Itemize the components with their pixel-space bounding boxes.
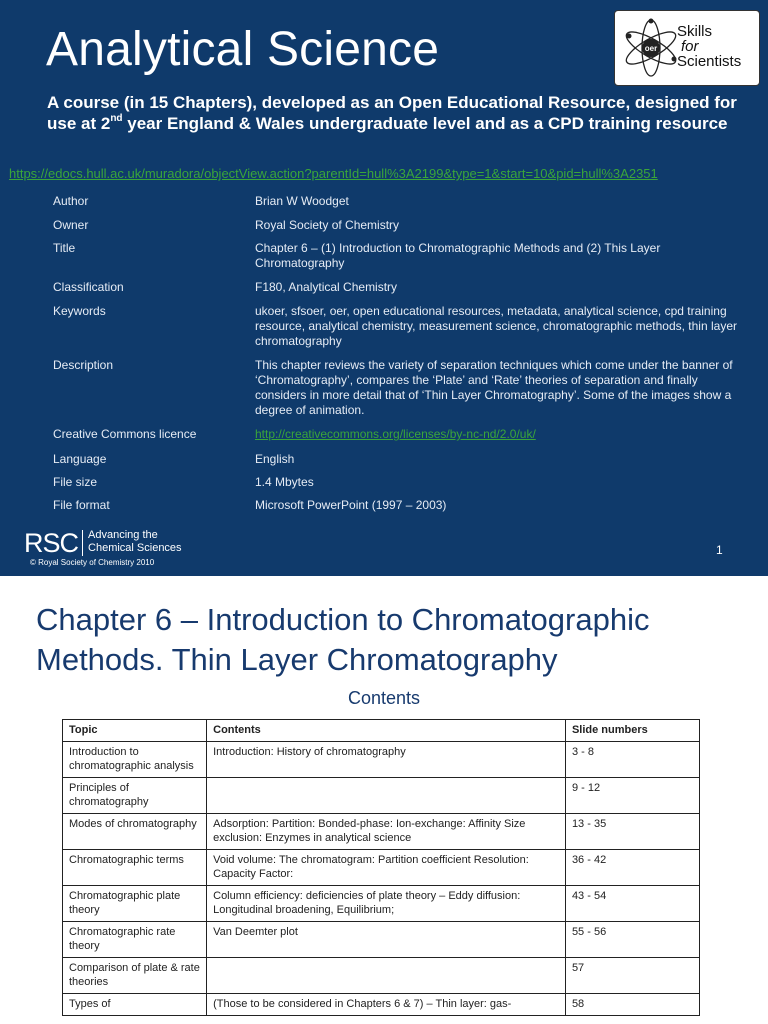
table-row xyxy=(63,778,700,814)
rsc-mark: RSC xyxy=(24,528,79,558)
metadata-value: ukoer, sfsoer, oer, open educational resources, metadata, analytical science, cpd training resource, analytical chemistry, measurement science, chromatographic methods, thin layer chromatography xyxy=(255,304,737,348)
topic-cell: Comparison of plate & rate theories xyxy=(63,958,207,994)
rsc-tagline-line-2: Chemical Sciences xyxy=(88,542,182,554)
topic-cell: Chromatographic plate theory xyxy=(63,886,207,922)
topic-cell: Types of xyxy=(63,994,207,1016)
skills-for-scientists-logo xyxy=(614,10,760,86)
slide-numbers-cell: 55 - 56 xyxy=(565,922,699,958)
slide-numbers-cell: 58 xyxy=(565,994,699,1016)
table-row xyxy=(63,814,700,850)
slide-number: 1 xyxy=(716,543,723,557)
topic-cell: Chromatographic terms xyxy=(63,850,207,886)
slide-numbers-cell: 3 - 8 xyxy=(565,742,699,778)
rsc-logo xyxy=(24,528,182,559)
contents-cell: (Those to be considered in Chapters 6 & 7) – Thin layer: gas- xyxy=(207,994,566,1016)
topic-cell: Principles of chromatography xyxy=(63,778,207,814)
logo-line-3: Scientists xyxy=(677,53,742,70)
metadata-value: This chapter reviews the variety of separation techniques which come under the banner of ‘Chromatography’, compares the ‘Plate’ and ‘Rate’ theories of separation and finally considers in more detail that of ‘Thin Layer Chromatography’. Some of the images show a degree of animation. xyxy=(255,358,733,417)
course-subtitle xyxy=(47,92,747,134)
metadata-label: Keywords xyxy=(53,304,106,318)
contents-heading: Contents xyxy=(347,688,421,708)
slide-numbers-cell: 36 - 42 xyxy=(565,850,699,886)
contents-cell: Van Deemter plot xyxy=(207,922,566,958)
metadata-value: F180, Analytical Chemistry xyxy=(255,280,398,294)
logo-line-2: for xyxy=(681,38,699,55)
atom-label: oer xyxy=(644,44,658,53)
metadata-label: File size xyxy=(53,475,98,489)
column-header-slide-numbers: Slide numbers xyxy=(565,720,699,742)
table-row xyxy=(63,994,700,1016)
contents-cell: Column efficiency: deficiencies of plate theory – Eddy diffusion: Longitudinal broadening, Equilibrium; xyxy=(207,886,566,922)
copyright-notice: © Royal Society of Chemistry 2010 xyxy=(30,558,155,567)
metadata-value: Chapter 6 – (1) Introduction to Chromatographic Methods and (2) This Layer Chromatography xyxy=(255,241,661,270)
contents-cell: Adsorption: Partition: Bonded-phase: Ion-exchange: Affinity Size exclusion: Enzymes in analytical science xyxy=(207,814,566,850)
table-row xyxy=(63,958,700,994)
contents-cell: Void volume: The chromatogram: Partition coefficient Resolution: Capacity Factor: xyxy=(207,850,566,886)
slide-title: Analytical Science xyxy=(46,23,440,76)
metadata-label: Language xyxy=(53,452,107,466)
topic-cell: Chromatographic rate theory xyxy=(63,922,207,958)
table-row xyxy=(63,742,700,778)
contents-cell: Introduction: History of chromatography xyxy=(207,742,566,778)
table-row xyxy=(63,922,700,958)
metadata-value: Microsoft PowerPoint (1997 – 2003) xyxy=(255,498,447,512)
rsc-tagline xyxy=(88,529,182,555)
metadata-label: Description xyxy=(53,358,114,372)
logo-text xyxy=(677,24,741,69)
atom-icon xyxy=(619,17,683,79)
column-header-contents: Contents xyxy=(207,720,566,742)
metadata-label: Classification xyxy=(53,280,124,294)
contents-table xyxy=(62,719,700,1016)
topic-cell: Modes of chromatography xyxy=(63,814,207,850)
metadata-value: English xyxy=(255,452,295,466)
resource-url-link[interactable]: https://edocs.hull.ac.uk/muradora/objectView.action?parentId=hull%3A2199&type=1&start=10&pid=hull%3A2351 xyxy=(9,166,658,181)
license-link[interactable]: http://creativecommons.org/licenses/by-nc-nd/2.0/uk/ xyxy=(255,427,536,441)
metadata-value: Royal Society of Chemistry xyxy=(255,218,400,232)
metadata-label: Creative Commons licence xyxy=(53,427,197,441)
column-header-topic: Topic xyxy=(63,720,207,742)
subtitle-superscript: nd xyxy=(110,113,123,125)
chapter-title: Chapter 6 – Introduction to Chromatographic Methods. Thin Layer Chromatography xyxy=(36,602,650,677)
metadata-label: Author xyxy=(53,194,89,208)
rsc-divider xyxy=(82,530,83,556)
logo-line-1: Skills xyxy=(677,23,713,40)
metadata-value: 1.4 Mbytes xyxy=(255,475,314,489)
contents-cell xyxy=(207,958,566,994)
metadata-label: Title xyxy=(53,241,76,255)
slide-numbers-cell: 13 - 35 xyxy=(565,814,699,850)
metadata-value: Brian W Woodget xyxy=(255,194,349,208)
topic-cell: Introduction to chromatographic analysis xyxy=(63,742,207,778)
slide-numbers-cell: 57 xyxy=(565,958,699,994)
slide-numbers-cell: 9 - 12 xyxy=(565,778,699,814)
slide-numbers-cell: 43 - 54 xyxy=(565,886,699,922)
contents-cell xyxy=(207,778,566,814)
table-header-row xyxy=(63,720,700,742)
subtitle-part-2: year England & Wales undergraduate level and as a CPD training resource xyxy=(122,114,728,133)
metadata-label: File format xyxy=(53,498,110,512)
metadata-label: Owner xyxy=(53,218,89,232)
table-row xyxy=(63,886,700,922)
rsc-tagline-line-1: Advancing the xyxy=(88,529,158,541)
subtitle-part-1: A course (in 15 Chapters), developed as an Open Educational Resource, designed for use at 2 xyxy=(47,93,737,133)
table-row xyxy=(63,850,700,886)
